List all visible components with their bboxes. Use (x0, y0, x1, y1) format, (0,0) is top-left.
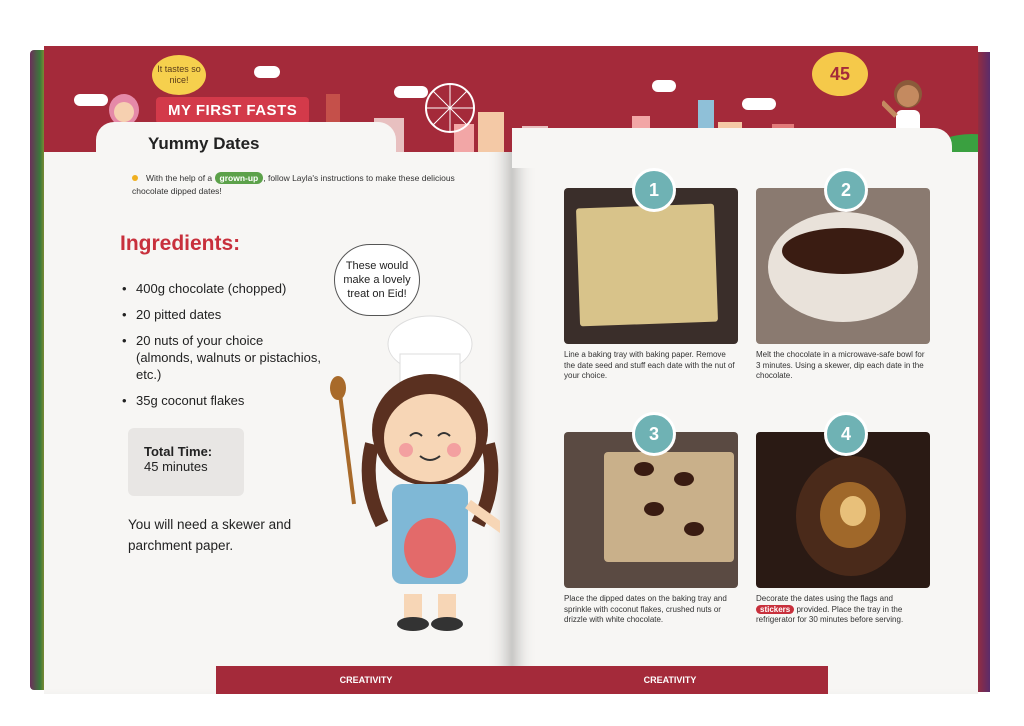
intro-text: With the help of a grown-up , follow Layla's instructions to make these delicious chocolate dipped dates! (132, 173, 455, 196)
ingredients-title: Ingredients: (120, 232, 241, 255)
step-caption: Line a baking tray with baking paper. Remove the date seed and stuff each date with the nut of your choice. (564, 350, 735, 380)
total-time-value: 45 minutes (144, 459, 208, 474)
step-3 (564, 424, 738, 626)
list-item: • 20 pitted dates (122, 306, 322, 323)
cloud-icon (652, 80, 676, 92)
step-number: 4 (824, 412, 868, 456)
left-page (44, 46, 512, 694)
step-caption: Decorate the dates using the flags and stickers provided. Place the tray in the refrigerator for 30 minutes before serving. (756, 594, 904, 624)
content-tab (512, 128, 952, 168)
list-item: • 20 nuts of your choice (almonds, walnuts or pistachios, etc.) (122, 332, 322, 383)
chef-girl-illustration (280, 304, 500, 634)
total-time-box (128, 428, 244, 496)
step-number: 2 (824, 168, 868, 212)
speech-bubble: These would make a lovely treat on Eid! (334, 244, 420, 316)
list-item: • 35g coconut flakes (122, 392, 322, 409)
cloud-icon (74, 94, 108, 106)
stickers-badge: stickers (756, 605, 794, 614)
right-page (512, 46, 978, 694)
total-time-label: Total Time: (144, 444, 213, 459)
page-number: 45 (812, 52, 868, 96)
recipe-heading: Yummy Dates (148, 134, 260, 153)
step-number: 1 (632, 168, 676, 212)
step-caption: Melt the chocolate in a microwave-safe bowl for 3 minutes. Using a skewer, dip each date in the chocolate. (756, 350, 925, 380)
step-2 (756, 180, 930, 382)
speech-bubble-small: It tastes so nice! (152, 55, 206, 95)
step-caption: Place the dipped dates on the baking tray and sprinkle with coconut flakes, crushed nuts or drizzle with white chocolate. (564, 594, 727, 624)
step-1 (564, 180, 738, 382)
ferris-wheel-icon (422, 80, 478, 140)
bullet-dot-icon (132, 175, 138, 181)
section-title: MY FIRST FASTS (156, 97, 309, 124)
step-number: 3 (632, 412, 676, 456)
grown-up-badge: grown-up (215, 172, 264, 184)
book-page-edges-right (976, 52, 990, 692)
list-item: • 400g chocolate (chopped) (122, 280, 322, 297)
step-4 (756, 424, 930, 626)
right-footer: CREATIVITY (512, 666, 828, 694)
cloud-icon (254, 66, 280, 78)
left-footer: CREATIVITY (216, 666, 512, 694)
equipment-note: You will need a skewer and parchment paper. (128, 517, 292, 553)
